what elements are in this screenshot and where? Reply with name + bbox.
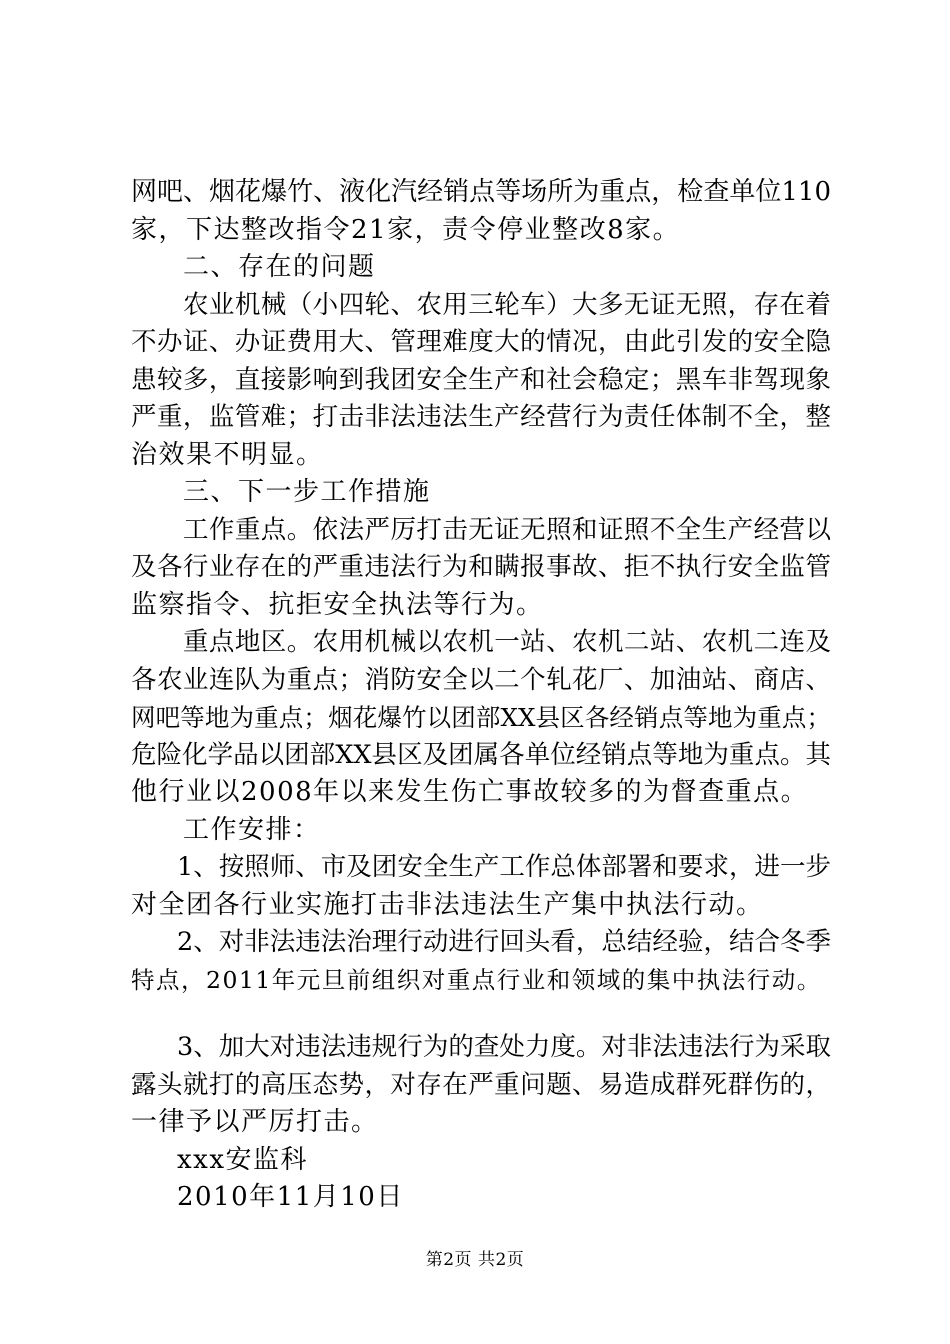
body-line: 3、加大对违法违规行为的查处力度。对非法违法行为采取: [177, 1032, 831, 1062]
body-line: 网吧等地为重点；烟花爆竹以团部XX县区各经销点等地为重点；: [131, 703, 831, 732]
body-line: 对全团各行业实施打击非法违法生产集中执法行动。: [131, 889, 764, 920]
section-heading-next-steps: 三、下一步工作措施: [183, 477, 431, 507]
body-line: 危险化学品以团部XX县区及团属各单位经销点等地为重点。其: [131, 739, 831, 770]
paragraph-gap: [131, 999, 831, 1029]
subheading-work-arrangement: 工作安排：: [183, 814, 321, 845]
body-line: 患较多，直接影响到我团安全生产和社会稳定；黑车非驾现象: [131, 364, 831, 395]
body-line: 家，下达整改指令21家，责令停业整改8家。: [131, 214, 681, 245]
body-line: 工作重点。依法严厉打击无证无照和证照不全生产经营以: [183, 514, 831, 545]
body-line: 网吧、烟花爆竹、液化汽经销点等场所为重点，检查单位110: [131, 177, 831, 207]
body-line: 1、按照师、市及团安全生产工作总体部署和要求，进一步: [177, 852, 831, 882]
body-line: 监察指令、抗拒安全执法等行为。: [131, 589, 544, 620]
body-line: 一律予以严厉打击。: [131, 1107, 379, 1137]
body-line: 各农业连队为重点；消防安全以二个轧花厂、加油站、商店、: [131, 664, 831, 695]
body-line: 农业机械（小四轮、农用三轮车）大多无证无照，存在着: [183, 289, 831, 320]
page-number: 第2页 共2页: [425, 1250, 525, 1270]
signature-department: xxx安监科: [177, 1144, 308, 1175]
body-line: 不办证、办证费用大、管理难度大的情况，由此引发的安全隐: [131, 327, 831, 357]
document-body: [131, 174, 831, 1217]
body-line: 2、对非法违法治理行动进行回头看，总结经验，结合冬季: [177, 927, 831, 957]
body-line: 露头就打的高压态势，对存在严重问题、易造成群死群伤的，: [131, 1069, 831, 1100]
section-heading-problems: 二、存在的问题: [183, 252, 376, 282]
body-line: 重点地区。农用机械以农机一站、农机二站、农机二连及: [183, 627, 831, 657]
body-line: 特点，2011年元旦前组织对重点行业和领域的集中执法行动。: [131, 965, 822, 994]
body-line: 治效果不明显。: [131, 439, 324, 470]
signature-date: 2010年11月10日: [177, 1182, 404, 1212]
body-line: 他行业以2008年以来发生伤亡事故较多的为督查重点。: [131, 777, 809, 807]
body-line: 及各行业存在的严重违法行为和瞒报事故、拒不执行安全监管: [131, 552, 831, 582]
body-line: 严重，监管难；打击非法违法生产经营行为责任体制不全，整: [131, 402, 831, 432]
